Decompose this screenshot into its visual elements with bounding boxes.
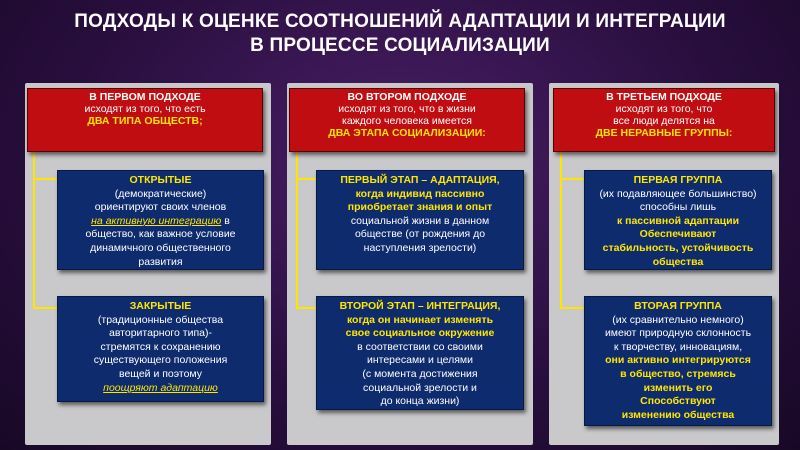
box-text-line: имеют природную склонность xyxy=(604,327,752,340)
box-highlight-line: общества xyxy=(652,255,704,268)
box-text-line: вещей и поэтому xyxy=(119,367,202,380)
box-highlight-line: в общество, стремясь xyxy=(620,367,736,380)
connector-line-3 xyxy=(560,152,562,309)
box-highlight-line: изменить его xyxy=(643,381,713,394)
approach-2-caption: ВО ВТОРОМ ПОДХОДЕ xyxy=(347,91,467,103)
approach-2-line1: исходят из того, что в жизни xyxy=(338,103,476,115)
connector-line-2 xyxy=(296,152,298,309)
box-highlight-line: приобретает знания и опыт xyxy=(347,201,493,214)
first-stage-title: ПЕРВЫЙ ЭТАП – АДАПТАЦИЯ, xyxy=(340,174,500,186)
box-highlight-line: к пассивной адаптации xyxy=(616,214,740,227)
encourage-adaptation-text: поощряют адаптацию xyxy=(103,381,218,394)
open-societies-box xyxy=(57,170,264,270)
box-highlight-line: когда индивид пассивно xyxy=(355,187,485,200)
approach-2-header xyxy=(289,88,525,152)
slide-title xyxy=(0,10,800,58)
box-text-line: до конца жизни) xyxy=(380,395,460,408)
second-stage-title: ВТОРОЙ ЭТАП – ИНТЕГРАЦИЯ, xyxy=(339,300,501,312)
approach-3-highlight: ДВЕ НЕРАВНЫЕ ГРУППЫ: xyxy=(595,127,733,139)
box-text-line: общество, как важное условие xyxy=(85,228,236,241)
box-text-line: развития xyxy=(138,255,183,268)
box-text-line: (их сравнительно немного) xyxy=(612,313,744,326)
connector-line-1 xyxy=(33,152,35,309)
connector-branch-3a xyxy=(560,178,584,180)
box-text-line: способны лишь xyxy=(639,201,717,214)
box-text-line: (с момента достижения xyxy=(362,367,478,380)
box-text-line: существующего положения xyxy=(93,354,228,367)
box-highlight-line: Обеспечивают xyxy=(639,228,717,241)
approach-1-header xyxy=(27,88,263,152)
approach-3-header xyxy=(553,88,775,152)
connector-branch-1a xyxy=(33,178,57,180)
box-text-line: стремятся к сохранению xyxy=(100,340,221,353)
box-text-line: социальной жизни в данном xyxy=(350,214,490,227)
approach-2-line2: каждого человека имеется xyxy=(342,115,472,127)
box-text-line: авторитарного типа)- xyxy=(109,327,212,340)
second-group-box xyxy=(584,296,772,426)
approach-1-caption: В ПЕРВОМ ПОДХОДЕ xyxy=(89,91,201,103)
connector-branch-3b xyxy=(560,307,584,309)
box-highlight-line: когда он начинает изменять xyxy=(346,313,494,326)
first-stage-box xyxy=(316,170,524,270)
approach-1-highlight: ДВА ТИПА ОБЩЕСТВ; xyxy=(87,115,203,127)
second-stage-box xyxy=(316,296,524,410)
approach-1-line1: исходят из того, что есть xyxy=(84,103,206,115)
connector-branch-2a xyxy=(296,178,316,180)
approach-3-line2: все люди делятся на xyxy=(613,115,715,127)
closed-societies-title: ЗАКРЫТЫЕ xyxy=(129,300,192,312)
box-text-line: социальной зрелости и xyxy=(363,381,477,394)
box-text-line: обществе (от рождения до xyxy=(354,228,486,241)
box-text-line xyxy=(58,215,263,229)
box-text-line: (их подавляющее большинство) xyxy=(599,187,757,200)
first-group-box xyxy=(584,170,772,270)
box-highlight-line: изменению общества xyxy=(621,408,735,421)
box-text-line: в соответствии со своими xyxy=(357,340,483,353)
box-text-line: наступления зрелости) xyxy=(363,241,477,254)
box-text-line: динамичного общественного xyxy=(90,241,231,254)
open-societies-title: ОТКРЫТЫЕ xyxy=(129,174,192,186)
box-highlight-line: свое социальное окружение xyxy=(345,327,495,340)
first-group-title: ПЕРВАЯ ГРУППА xyxy=(633,174,723,186)
box-text-line: к творчеству, инновациям, xyxy=(613,340,743,353)
approach-3-caption: В ТРЕТЬЕМ ПОДХОДЕ xyxy=(606,91,722,103)
box-text-line: (традиционные общества xyxy=(97,313,224,326)
second-group-title: ВТОРАЯ ГРУППА xyxy=(634,300,722,312)
connector-branch-2b xyxy=(296,307,316,309)
slide-title-line2: В ПРОЦЕССЕ СОЦИАЛИЗАЦИИ xyxy=(250,35,550,56)
closed-societies-box xyxy=(57,296,264,402)
box-text-line: ориентируют своих членов xyxy=(94,201,227,214)
box-text-fragment: в xyxy=(221,214,230,227)
box-highlight-line: они активно интегрируются xyxy=(605,354,751,367)
active-integration-text: на активную интеграцию xyxy=(91,214,222,227)
box-highlight-line: стабильность, устойчивость xyxy=(602,241,754,254)
slide-title-line1: ПОДХОДЫ К ОЦЕНКЕ СООТНОШЕНИЙ АДАПТАЦИИ И ИНТЕГРАЦИИ xyxy=(74,11,726,32)
connector-branch-1b xyxy=(33,307,57,309)
box-text-line: интересами и целями xyxy=(366,354,474,367)
approach-2-highlight: ДВА ЭТАПА СОЦИАЛИЗАЦИИ: xyxy=(328,127,486,139)
approach-3-line1: исходят из того, что xyxy=(615,103,713,115)
box-text-line: (демократические) xyxy=(114,187,207,200)
box-highlight-line: Способствуют xyxy=(640,395,716,408)
